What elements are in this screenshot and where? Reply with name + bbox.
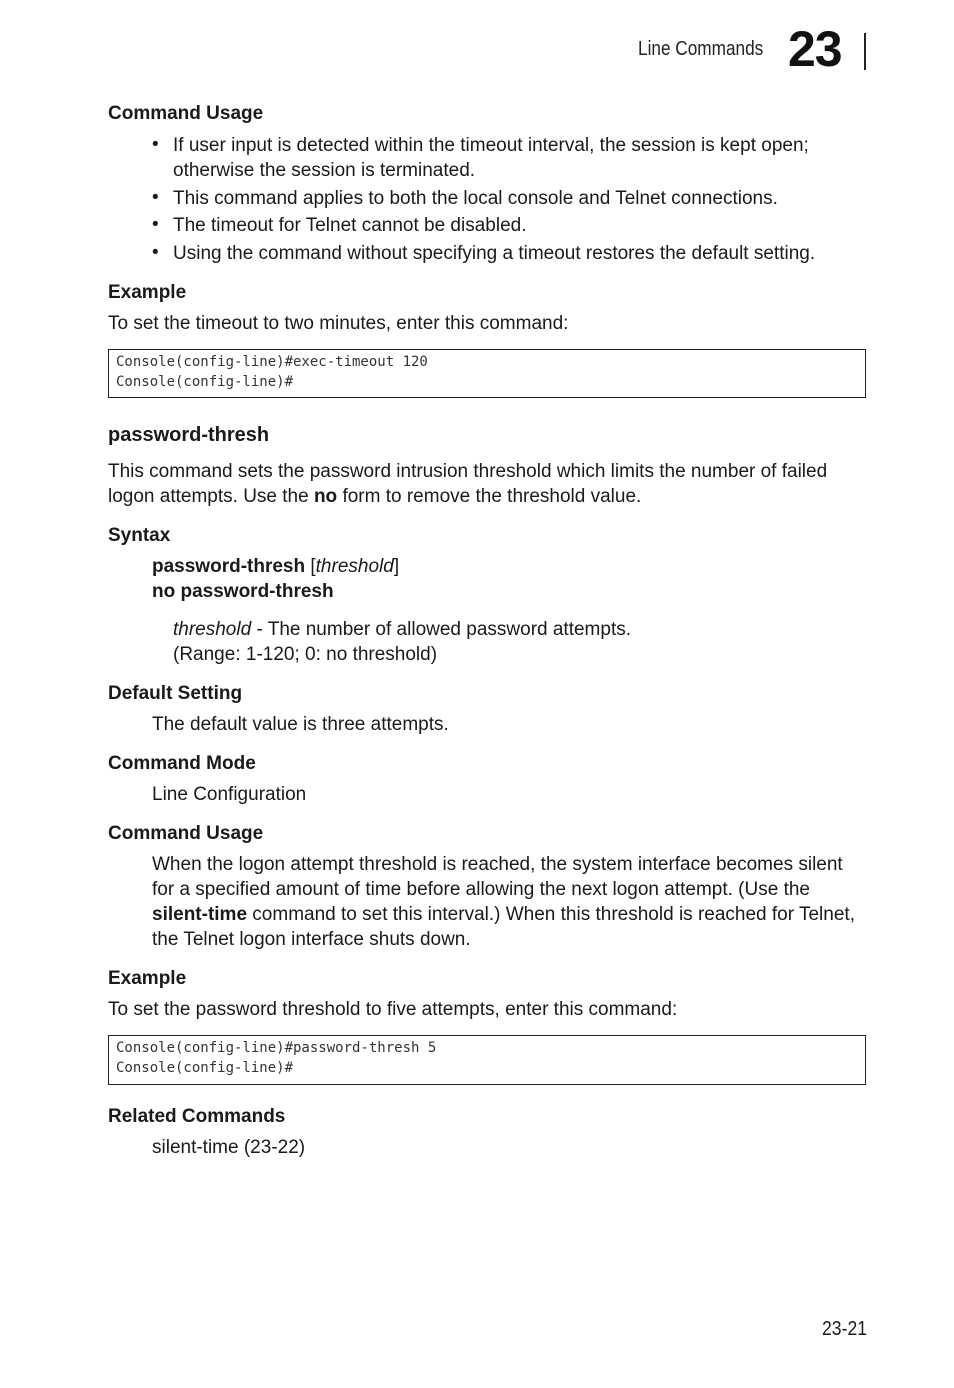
- param-desc: - The number of allowed password attempts.: [251, 619, 632, 640]
- usage-bullet-2: This command applies to both the local console and Telnet connections.: [173, 188, 778, 209]
- related-command-link[interactable]: silent-time (23-22): [152, 1137, 306, 1158]
- syntax-line-2: [152, 579, 334, 604]
- param-name: threshold: [173, 619, 252, 640]
- usage-bullet-1: If user input is detected within the timeout interval, the session is kept open; otherwise the session is terminated.: [173, 135, 809, 181]
- usage-heading-2: Command Usage: [108, 823, 264, 844]
- code-block-2: [108, 1035, 866, 1085]
- code-line: Console(config-line)#: [116, 374, 294, 390]
- syntax-no-command: no password-thresh: [152, 581, 334, 602]
- param-line: [173, 617, 631, 642]
- bullet-marker: •: [152, 187, 159, 208]
- command-description: [108, 459, 848, 509]
- page-number: 23-21: [822, 1318, 868, 1340]
- syntax-param: threshold: [315, 556, 394, 577]
- mode-text: Line Configuration: [152, 784, 307, 805]
- bullet-marker: •: [152, 214, 159, 235]
- desc-text: form to remove the threshold value.: [337, 486, 642, 507]
- usage-bullet-3: The timeout for Telnet cannot be disabled.: [173, 215, 527, 236]
- code-block-1: [108, 349, 866, 398]
- chapter-number: 23: [788, 21, 842, 77]
- syntax-bracket: [: [305, 556, 316, 577]
- example-text-2: To set the password threshold to five attempts, enter this command:: [108, 999, 678, 1020]
- code-line: Console(config-line)#: [116, 1060, 294, 1076]
- syntax-bracket: ]: [393, 556, 400, 577]
- bullet-marker: •: [152, 242, 159, 263]
- chapter-divider: [864, 33, 866, 70]
- desc-text: This command sets the password intrusion threshold which limits the number of failed logon attempts. Use the: [108, 461, 828, 507]
- default-heading: Default Setting: [108, 683, 243, 704]
- usage-heading-1: Command Usage: [108, 103, 264, 124]
- example-text-1: To set the timeout to two minutes, enter this command:: [108, 313, 569, 334]
- usage-bullet-4: Using the command without specifying a timeout restores the default setting.: [173, 243, 816, 264]
- usage-text: command to set this interval.) When this threshold is reached for Telnet, the Telnet logon interface shuts down.: [152, 904, 855, 950]
- usage-keyword: silent-time: [152, 904, 248, 925]
- usage-text: When the logon attempt threshold is reached, the system interface becomes silent for a specified amount of time before allowing the next logon attempt. (Use the: [152, 854, 843, 900]
- running-header-title: Line Commands: [638, 38, 764, 60]
- bullet-marker: •: [152, 134, 159, 155]
- related-heading: Related Commands: [108, 1106, 286, 1127]
- syntax-line-1: [152, 554, 399, 579]
- example-heading-2: Example: [108, 968, 187, 989]
- param-range: (Range: 1-120; 0: no threshold): [173, 644, 438, 665]
- code-line: Console(config-line)#password-thresh 5: [116, 1040, 437, 1056]
- default-text: The default value is three attempts.: [152, 714, 449, 735]
- syntax-heading: Syntax: [108, 525, 171, 546]
- mode-heading: Command Mode: [108, 753, 256, 774]
- syntax-command: password-thresh: [152, 556, 306, 577]
- example-heading-1: Example: [108, 282, 187, 303]
- command-title: password-thresh: [108, 424, 270, 446]
- usage-paragraph: [152, 852, 864, 952]
- code-line: Console(config-line)#exec-timeout 120: [116, 354, 428, 370]
- desc-keyword: no: [313, 486, 338, 507]
